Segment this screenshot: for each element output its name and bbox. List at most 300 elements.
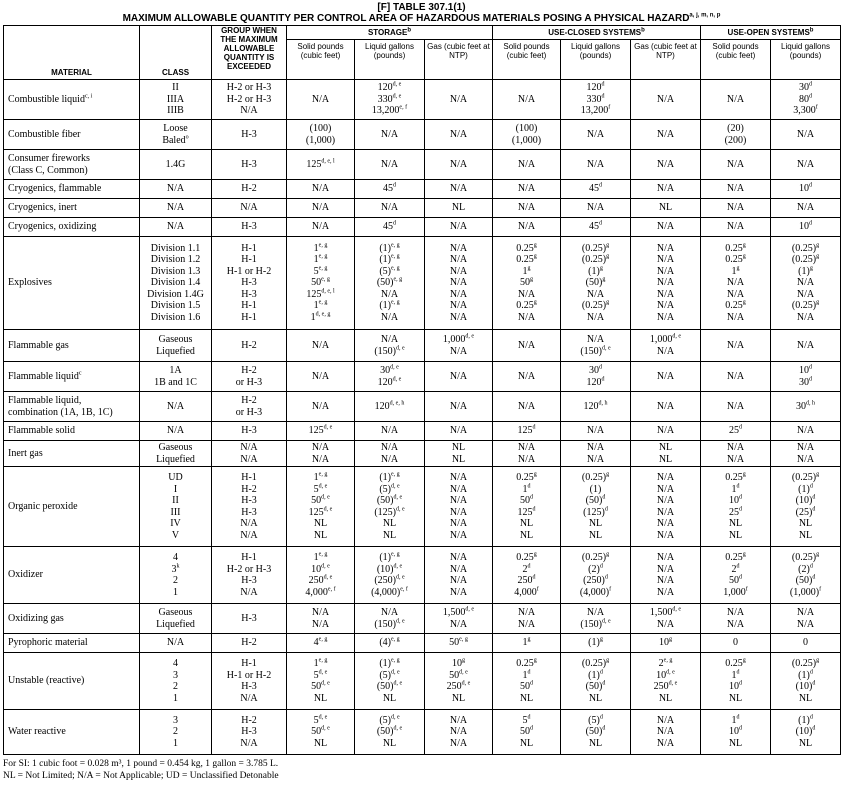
storage-gas-cell: [425, 237, 493, 330]
material-name: Consumer fireworks: [8, 153, 90, 164]
storage-solid-cell: [287, 604, 355, 634]
cell-value: H-3: [241, 128, 257, 140]
material-footnote-ref: c: [78, 370, 82, 377]
storage-solid-cell: [287, 634, 355, 653]
cell-value: N/A: [240, 202, 258, 214]
storage-solid-cell: [287, 362, 355, 392]
cell-value: 50$^{e, g}$: [311, 276, 330, 289]
footnote-ref: d: [601, 93, 605, 100]
cell-value: 0.25$^g$: [725, 657, 746, 669]
material-name: Water reactive: [8, 726, 66, 738]
cell-value: N/A: [586, 311, 605, 323]
material-cell: [4, 467, 140, 547]
cell-value: NL: [658, 453, 673, 465]
footnote-ref: d, e: [391, 714, 400, 721]
footnote-ref: e, g: [318, 551, 328, 558]
material-name: Pyrophoric material: [8, 637, 88, 649]
material-name: Oxidizing gas: [8, 612, 64, 624]
cell-value: 1: [173, 737, 178, 749]
storage-liquid-cell: [355, 80, 425, 120]
open-solid-cell: [701, 422, 771, 441]
group-cell: [212, 330, 287, 362]
footnote-ref: d: [527, 563, 531, 570]
cell-value: H-1: [241, 254, 257, 266]
cell-value: NL: [658, 202, 673, 214]
storage-gas-cell: [425, 362, 493, 392]
cell-value: N/A: [586, 607, 605, 618]
cell-value: $(50)^d$: [585, 494, 606, 506]
footnote-ref: d: [530, 680, 533, 687]
cell-value: Division 1.3: [150, 265, 201, 277]
cell-value: IIIA: [166, 93, 185, 105]
footnote-ref: f: [745, 586, 748, 593]
footnote-ref: d: [601, 376, 605, 383]
cell-value: N/A: [517, 442, 536, 453]
footnote-ref: d, e: [396, 345, 405, 352]
footnote-ref: d: [599, 714, 603, 721]
storage-solid-cell: [287, 237, 355, 330]
storage-solid-cell: [287, 467, 355, 547]
cell-value: N/A: [656, 726, 675, 738]
cell-value: H-2 or H-3: [226, 82, 272, 94]
cell-value: Gaseous: [158, 607, 193, 618]
cell-value: N/A: [726, 158, 745, 170]
cell-value: N/A: [449, 221, 468, 233]
footnote-ref: d, e, h: [389, 400, 405, 407]
storage-gas-cell: [425, 80, 493, 120]
open-liquid-cell: [771, 547, 841, 604]
cell-value: NL: [451, 692, 466, 704]
cell-value: $(50)^{e, g}$: [376, 276, 403, 289]
cell-value: $(1)^d$: [798, 714, 813, 726]
cell-value: N/A: [517, 221, 536, 233]
cell-value: 0.25$^g$: [725, 242, 746, 254]
cell-value: N/A: [449, 483, 468, 495]
storage-gas-cell: [425, 199, 493, 218]
cell-value: H-2: [241, 395, 257, 406]
table-row: [4, 362, 841, 392]
cell-value: N/A: [726, 339, 745, 351]
cell-value: IV: [170, 518, 181, 529]
cell-value: N/A: [517, 400, 536, 412]
material-name: Flammable liquid: [8, 370, 79, 382]
storage-liquid-cell: [355, 653, 425, 710]
cell-value: N/A: [517, 288, 536, 300]
header-closed-solid: Solid pounds (cubic feet): [493, 40, 561, 80]
open-liquid-cell: [771, 218, 841, 237]
footnote-ref: d, e: [668, 680, 678, 687]
cell-value: N/A: [726, 202, 745, 214]
footnote-ref: g: [533, 253, 537, 260]
closed-liquid-cell: [561, 467, 631, 547]
cell-value: $(4)^{e, g}$: [379, 636, 400, 649]
cell-value: N/A: [656, 575, 675, 586]
footnote-ref: g: [533, 242, 537, 249]
storage-gas-cell: [425, 547, 493, 604]
cell-value: N/A: [449, 714, 468, 726]
footnote-ref: g: [742, 242, 746, 249]
cell-value: H-3: [241, 506, 257, 518]
closed-liquid-cell: [561, 441, 631, 467]
cell-value: $(5)^{e, g}$: [379, 265, 400, 277]
group-cell: [212, 653, 287, 710]
table-row: [4, 218, 841, 237]
footnote-ref: g: [533, 299, 537, 306]
cell-value: 50$^d$: [520, 680, 533, 692]
cell-value: $(1)^d$: [798, 669, 813, 681]
cell-value: NL: [313, 692, 328, 704]
footnote-ref: g: [533, 471, 537, 478]
cell-value: N/A: [311, 93, 330, 105]
cell-value: 250$^{d, e}$: [653, 680, 678, 692]
cell-value: N/A: [656, 183, 675, 195]
footnote-ref: d, e: [672, 606, 682, 613]
cell-value: H-1: [241, 311, 257, 323]
closed-solid-cell: [493, 441, 561, 467]
footnote-ref: d, e: [465, 333, 475, 340]
cell-value: $(50)^g$: [585, 276, 606, 289]
footnote-ref: e, g: [318, 242, 328, 249]
cell-value: N/A: [449, 311, 468, 323]
cell-value: 1$^d$: [522, 483, 531, 495]
cell-value: (1,000): [511, 134, 542, 146]
cell-value: 1,500$^{d, e}$: [649, 606, 682, 618]
cell-value: 250$^{d, e}$: [308, 574, 333, 586]
cell-value: 4,000$^{e, f}$: [305, 586, 336, 598]
footnote-ref: e, f: [400, 586, 408, 593]
cell-value: Division 1.2: [150, 254, 201, 266]
footnote-ref: d: [809, 220, 812, 227]
cell-value: Division 1.4G: [147, 288, 204, 300]
cell-value: $(250)^{d, e}$: [374, 574, 405, 586]
class-cell: [140, 547, 212, 604]
footnote-ref: g: [606, 253, 610, 260]
open-solid-cell: [701, 634, 771, 653]
cell-value: $(2)^d$: [588, 563, 603, 575]
footnote-ref: e, g: [318, 657, 328, 664]
closed-gas-cell: [631, 653, 701, 710]
cell-value: N/A: [656, 300, 675, 312]
cell-value: H-3: [241, 288, 257, 300]
footnote-ref: d, e: [666, 669, 675, 676]
storage-gas-cell: [425, 634, 493, 653]
storage-liquid-cell: [355, 150, 425, 180]
footnote-ref: d: [809, 563, 813, 570]
closed-solid-cell: [493, 180, 561, 199]
cell-value: H-3: [241, 277, 257, 289]
cell-value: N/A: [449, 300, 468, 312]
footnote-ref: d, e, l: [321, 158, 335, 165]
storage-liquid-cell: [355, 441, 425, 467]
group-cell: [212, 634, 287, 653]
cell-value: 25$^d$: [729, 424, 742, 437]
cell-value: 4: [173, 552, 178, 563]
cell-value: N/A: [656, 506, 675, 518]
cell-value: 13,200$^f$: [580, 104, 611, 117]
footnote-ref: e, g: [391, 471, 400, 478]
cell-value: N/A: [449, 242, 468, 254]
footnote-ref: g: [809, 265, 813, 272]
cell-value: N/A: [586, 334, 605, 345]
cell-value: $(10)^{d, e}$: [376, 563, 403, 575]
cell-value: 10$^g$: [659, 636, 672, 649]
document: [3, 2, 840, 782]
storage-solid-cell: [287, 392, 355, 422]
header-use-closed-label: USE-CLOSED SYSTEMS: [548, 28, 642, 37]
storage-liquid-cell: [355, 237, 425, 330]
cell-value: 1,000$^{d, e}$: [649, 333, 682, 345]
cell-value: N/A: [240, 105, 258, 117]
cell-value: 125$^d$: [517, 506, 536, 518]
footnote-ref: d, e: [392, 376, 402, 383]
cell-value: N/A: [656, 618, 675, 630]
storage-solid-cell: [287, 653, 355, 710]
cell-value: 0: [733, 637, 738, 649]
footnote-ref: g: [742, 471, 746, 478]
cell-value: (100): [309, 123, 332, 134]
closed-liquid-cell: [561, 237, 631, 330]
material-footnote-ref: c, i: [84, 93, 93, 100]
footnote-ref: d: [601, 81, 605, 88]
closed-gas-cell: [631, 120, 701, 150]
cell-value: N/A: [656, 425, 675, 437]
cell-value: H-1: [241, 300, 257, 312]
closed-solid-cell: [493, 199, 561, 218]
material-name: Flammable solid: [8, 425, 75, 437]
footnote-ref: d: [739, 725, 742, 732]
cell-value: N/A: [311, 339, 330, 351]
cell-value: N/A: [796, 339, 815, 351]
cell-value: H-2 or H-3: [226, 563, 272, 575]
footnote-ref: d: [739, 574, 742, 581]
footnote-ref: d: [393, 220, 396, 227]
footnote-ref: d: [812, 506, 816, 513]
cell-value: N/A: [380, 311, 399, 323]
footnote-ref: d: [809, 364, 812, 371]
cell-value: N/A: [586, 158, 605, 170]
class-cell: [140, 604, 212, 634]
cell-value: N/A: [380, 453, 399, 465]
cell-value: 125$^{d, e}$: [308, 506, 333, 518]
cell-value: $(5)^{d, e}$: [379, 669, 400, 681]
material-cell: [4, 180, 140, 199]
open-liquid-cell: [771, 150, 841, 180]
cell-value: H-2: [241, 339, 257, 351]
footnote-ref: d, e: [393, 563, 403, 570]
storage-solid-cell: [287, 150, 355, 180]
footnote-ref: f: [819, 586, 822, 593]
material-name: combination (1A, 1B, 1C): [8, 406, 113, 418]
cell-value: $(250)^d$: [583, 574, 608, 586]
cell-value: Division 1.1: [150, 242, 201, 254]
si-conversion-note: For SI: 1 cubic foot = 0.028 m³, 1 pound = 0.454 kg, 1 gallon = 3.785 L.: [3, 759, 279, 769]
cell-value: 1$^g$: [731, 265, 740, 277]
footnote-ref: d, e: [391, 483, 400, 490]
cell-value: H-3: [241, 612, 257, 624]
footnote-ref: d: [599, 669, 603, 676]
cell-value: N/A: [380, 288, 399, 300]
cell-value: N/A: [726, 442, 745, 453]
cell-value: NL: [519, 529, 534, 541]
table-row: [4, 80, 841, 120]
footnote-ref: d, e: [602, 618, 611, 625]
closed-liquid-cell: [561, 392, 631, 422]
material-cell: [4, 634, 140, 653]
cell-value: NL: [588, 737, 603, 749]
closed-solid-cell: [493, 237, 561, 330]
material-name: Combustible fiber: [8, 128, 81, 140]
table-row: [4, 653, 841, 710]
cell-value: N/A: [449, 518, 468, 529]
cell-value: $(125)^{d, e}$: [374, 506, 405, 518]
closed-gas-cell: [631, 362, 701, 392]
cell-value: $(150)^{d, e}$: [580, 618, 611, 630]
cell-value: Division 1.5: [150, 300, 201, 312]
class-cell: [140, 710, 212, 755]
cell-value: N/A: [656, 495, 675, 506]
cell-value: N/A: [517, 183, 536, 195]
cell-value: $(1)^{e, g}$: [379, 242, 400, 254]
footnote-ref: d: [602, 680, 606, 687]
cell-value: (1): [589, 483, 602, 495]
open-solid-cell: [701, 120, 771, 150]
footnotes: [3, 758, 840, 782]
cell-value: 1$^{e, g}$: [313, 299, 328, 312]
footnote-ref: g: [527, 636, 531, 643]
material-cell: [4, 547, 140, 604]
storage-solid-cell: [287, 547, 355, 604]
class-cell: [140, 150, 212, 180]
class-cell: [140, 80, 212, 120]
cell-value: 120$^{d, e}$: [377, 376, 402, 388]
cell-value: NL: [728, 737, 743, 749]
material-name: Oxidizer: [8, 569, 43, 581]
cell-value: NL: [519, 737, 534, 749]
material-name: Flammable gas: [8, 339, 69, 351]
footnote-ref: g: [606, 551, 610, 558]
cell-value: $(0.25)^g$: [791, 551, 820, 563]
cell-value: 50$^{d, e}$: [311, 494, 330, 506]
footnote-ref: d, e: [323, 506, 333, 513]
closed-solid-cell: [493, 422, 561, 441]
material-cell: [4, 392, 140, 422]
storage-solid-cell: [287, 441, 355, 467]
cell-value: Liquefied: [156, 345, 195, 357]
cell-value: 1$^{d, e, g}$: [310, 311, 331, 323]
footnote-ref: d, h: [806, 400, 815, 407]
caption-footnote-refs: a, j, m, n, p: [689, 12, 721, 19]
cell-value: 10$^g$: [452, 657, 465, 669]
cell-value: N/A: [796, 311, 815, 323]
open-solid-cell: [701, 467, 771, 547]
material-cell: [4, 80, 140, 120]
header-open-solid: Solid pounds (cubic feet): [701, 40, 771, 80]
cell-value: $(1)^{e, g}$: [379, 551, 400, 563]
class-cell: [140, 180, 212, 199]
cell-value: 10$^{d, e}$: [311, 563, 330, 575]
footnote-ref: d: [809, 182, 812, 189]
cell-value: N/A: [656, 737, 675, 749]
table-number: [F] TABLE 307.1(1): [377, 2, 466, 13]
open-liquid-cell: [771, 653, 841, 710]
cell-value: 1,000$^{d, e}$: [442, 333, 475, 345]
footnote-ref: g: [816, 242, 820, 249]
closed-solid-cell: [493, 604, 561, 634]
cell-value: NL: [313, 518, 328, 529]
cell-value: $(1)^{e, g}$: [379, 299, 400, 312]
closed-gas-cell: [631, 330, 701, 362]
cell-value: N/A: [517, 339, 536, 351]
footnote-ref: g: [742, 657, 746, 664]
cell-value: N/A: [796, 425, 815, 437]
cell-value: 0.25$^g$: [725, 471, 746, 483]
cell-value: $(1)^g$: [798, 265, 813, 277]
group-cell: [212, 422, 287, 441]
cell-value: N/A: [586, 288, 605, 300]
abbreviation-legend: NL = Not Limited; N/A = Not Applicable; UD = Unclassified Detonable: [3, 771, 279, 781]
cell-value: $(4,000)^f$: [579, 586, 612, 598]
cell-value: NL: [382, 692, 397, 704]
storage-gas-cell: [425, 604, 493, 634]
cell-value: III: [170, 506, 181, 518]
footnote-ref: e, g: [391, 657, 400, 664]
cell-value: $(4,000)^{e, f}$: [371, 586, 408, 598]
cell-value: $(1)^g$: [588, 636, 603, 649]
cell-value: N/A: [166, 221, 185, 233]
cell-value: 120$^d$: [586, 81, 605, 94]
cell-value: N/A: [726, 277, 745, 289]
cell-value: 1: [173, 692, 178, 704]
footnote-ref: e, g: [663, 657, 673, 664]
cell-value: N/A: [449, 425, 468, 437]
class-cell: [140, 422, 212, 441]
footnote-ref: g: [742, 551, 746, 558]
storage-liquid-cell: [355, 604, 425, 634]
cell-value: NL: [519, 518, 534, 529]
cell-value: NL: [382, 518, 397, 529]
cell-value: $(0.25)^g$: [791, 253, 820, 266]
cell-value: or H-3: [235, 376, 263, 388]
cell-value: N/A: [796, 618, 815, 630]
header-group: GROUP WHEN THE MAXIMUM ALLOWABLE QUANTITY IS EXCEEDED: [212, 26, 287, 80]
table-row: [4, 547, 841, 604]
open-liquid-cell: [771, 120, 841, 150]
class-cell: [140, 237, 212, 330]
footnote-ref: g: [533, 657, 537, 664]
storage-gas-cell: [425, 392, 493, 422]
cell-value: N/A: [311, 202, 330, 214]
cell-value: NL: [798, 529, 813, 541]
cell-value: H-3: [241, 221, 257, 233]
material-cell: [4, 237, 140, 330]
open-liquid-cell: [771, 634, 841, 653]
cell-value: N/A: [656, 400, 675, 412]
material-cell: [4, 199, 140, 218]
material-name: Cryogenics, flammable: [8, 183, 102, 195]
cell-value: N/A: [380, 334, 399, 345]
open-solid-cell: [701, 441, 771, 467]
footnote-ref: d, e: [321, 725, 330, 732]
cell-value: NL: [588, 529, 603, 541]
cell-value: $(10)^d$: [795, 725, 816, 738]
closed-gas-cell: [631, 604, 701, 634]
cell-value: 10$^d$: [799, 364, 812, 376]
open-solid-cell: [701, 710, 771, 755]
cell-value: 45$^d$: [383, 182, 396, 195]
class-cell: [140, 362, 212, 392]
header-storage-gas: Gas (cubic feet at NTP): [425, 40, 493, 80]
footnote-ref: f: [609, 586, 612, 593]
